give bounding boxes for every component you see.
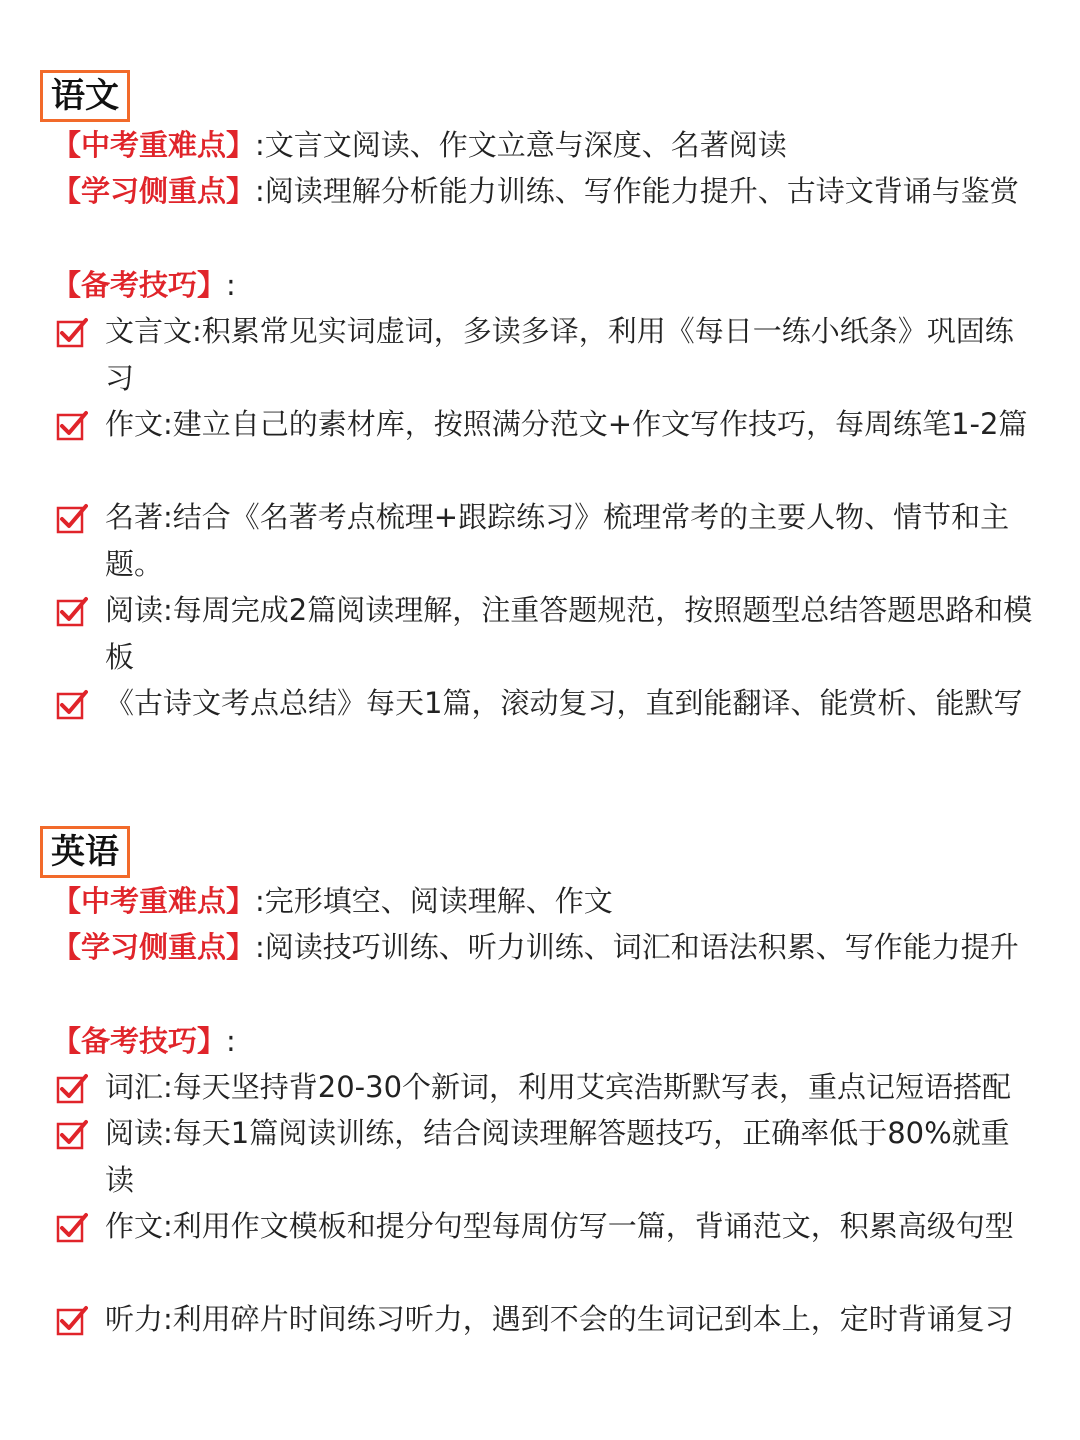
chinese-tips-heading: [52, 262, 236, 309]
english-tip-item: [52, 1064, 1042, 1111]
tips-colon: :: [226, 1024, 236, 1058]
english-tip-item: [52, 1296, 1042, 1343]
checkbox-checked-icon: [56, 1211, 88, 1243]
tip-text: 作文:建立自己的素材库，按照满分范文+作文写作技巧，每周练笔1-2篇: [105, 407, 1028, 441]
tip-text: 作文:利用作文模板和提分句型每周仿写一篇，背诵范文，积累高级句型: [105, 1209, 1014, 1243]
tip-text: 文言文:积累常见实词虚词，多读多译，利用《每日一练小纸条》巩固练习: [105, 314, 1014, 395]
checkbox-checked-icon: [56, 595, 88, 627]
tips-colon: :: [226, 268, 236, 302]
english-tip-item: [52, 1110, 1042, 1203]
chinese-tip-item: [52, 308, 1042, 401]
focus-text: :阅读技巧训练、听力训练、词汇和语法积累、写作能力提升: [255, 930, 1019, 964]
chinese-tip-item: [52, 680, 1042, 727]
focus-text: :阅读理解分析能力训练、写作能力提升、古诗文背诵与鉴赏: [255, 174, 1019, 208]
checkbox-checked-icon: [56, 1072, 88, 1104]
tip-text: 词汇:每天坚持背20-30个新词，利用艾宾浩斯默写表，重点记短语搭配: [105, 1070, 1012, 1104]
checkbox-checked-icon: [56, 502, 88, 534]
chinese-tip-item: [52, 587, 1042, 680]
checkbox-checked-icon: [56, 1304, 88, 1336]
english-tips-heading: [52, 1018, 236, 1065]
checkbox-checked-icon: [56, 316, 88, 348]
difficulty-text: :完形填空、阅读理解、作文: [255, 884, 613, 918]
checkbox-checked-icon: [56, 688, 88, 720]
chinese-difficulty-line: [52, 122, 1042, 169]
tip-text: 听力:利用碎片时间练习听力，遇到不会的生词记到本上，定时背诵复习: [105, 1302, 1014, 1336]
chinese-focus-line: [52, 168, 1042, 215]
english-focus-line: [52, 924, 1042, 971]
chinese-tip-item: [52, 494, 1042, 587]
section-title-english: 英语: [40, 826, 130, 878]
checkbox-checked-icon: [56, 1118, 88, 1150]
english-difficulty-line: [52, 878, 1042, 925]
tip-text: 名著:结合《名著考点梳理+跟踪练习》梳理常考的主要人物、情节和主题。: [105, 500, 1010, 581]
focus-tag: 【学习侧重点】: [52, 930, 256, 964]
tip-text: 阅读:每周完成2篇阅读理解，注重答题规范，按照题型总结答题思路和模板: [105, 593, 1033, 674]
difficulty-text: :文言文阅读、作文立意与深度、名著阅读: [255, 128, 787, 162]
difficulty-tag: 【中考重难点】: [52, 128, 256, 162]
english-tip-item: [52, 1203, 1042, 1250]
checkbox-checked-icon: [56, 409, 88, 441]
difficulty-tag: 【中考重难点】: [52, 884, 256, 918]
tips-tag: 【备考技巧】: [52, 268, 227, 302]
focus-tag: 【学习侧重点】: [52, 174, 256, 208]
tip-text: 阅读:每天1篇阅读训练，结合阅读理解答题技巧，正确率低于80%就重读: [105, 1116, 1010, 1197]
chinese-tip-item: [52, 401, 1042, 448]
tips-tag: 【备考技巧】: [52, 1024, 227, 1058]
tip-text: 《古诗文考点总结》每天1篇，滚动复习，直到能翻译、能赏析、能默写: [105, 686, 1023, 720]
section-title-chinese: 语文: [40, 70, 130, 122]
